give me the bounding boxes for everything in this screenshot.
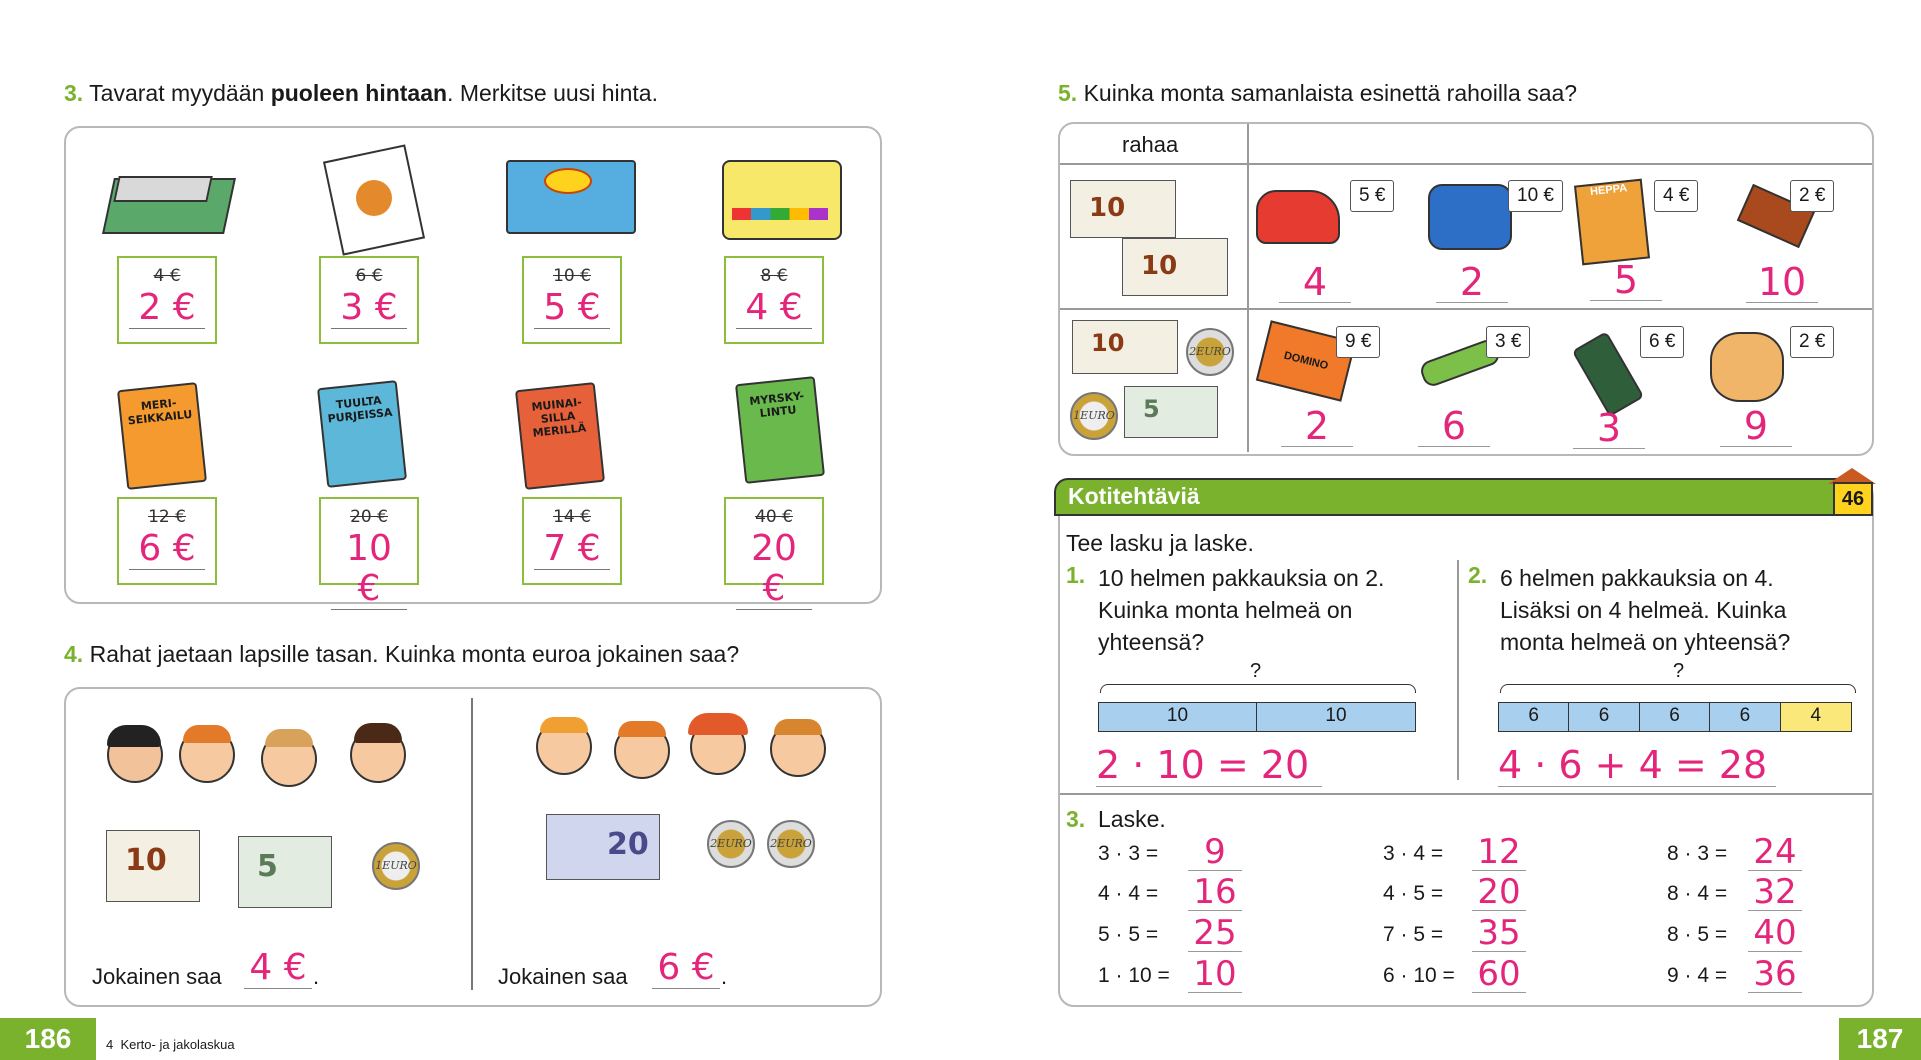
toy-dog-image (1710, 332, 1784, 402)
ex5-header-divider (1060, 163, 1872, 165)
box-image (506, 156, 636, 238)
child-face (690, 719, 746, 775)
price-box: 10 € 5 € (522, 256, 622, 344)
bar-segment: 10 (1099, 703, 1257, 731)
ex4-number: 4. (64, 641, 84, 667)
child-face (261, 731, 317, 787)
new-price[interactable]: 10 € (331, 529, 407, 610)
period: . (313, 964, 320, 989)
price-tag: 4 € (1654, 180, 1698, 212)
task1-brace (1100, 684, 1416, 693)
multiplication-answer[interactable]: 36 (1748, 956, 1802, 993)
multiplication-expression: 3 · 3 = (1098, 842, 1159, 865)
multiplication-expression: 6 · 10 = (1383, 964, 1455, 987)
notebook-image (322, 144, 422, 244)
task1-answer[interactable]: 2 · 10 = 20 (1096, 744, 1322, 787)
new-price[interactable]: 4 € (736, 288, 812, 329)
task2-number: 2. (1468, 562, 1488, 588)
child-face (107, 727, 163, 783)
child-face (179, 727, 235, 783)
ex5-answer[interactable]: 2 (1281, 406, 1353, 447)
ex5-answer[interactable]: 5 (1590, 260, 1662, 301)
house-icon (1828, 468, 1876, 516)
ex3-number: 3. (64, 80, 84, 106)
ex5-answer[interactable]: 4 (1279, 262, 1351, 303)
magazine-image: HEPPA (1574, 179, 1650, 266)
multiplication-expression: 1 · 10 = (1098, 964, 1170, 987)
multiplication-answer[interactable]: 9 (1188, 834, 1242, 871)
page-number-left: 186 (0, 1018, 96, 1060)
task1-number: 1. (1066, 562, 1086, 588)
ex4-left-answer[interactable]: 4 € (244, 948, 312, 989)
ex4-divider (471, 698, 473, 990)
task2-question-mark: ? (1673, 660, 1685, 682)
multiplication-answer[interactable]: 60 (1472, 956, 1526, 993)
multiplication-expression: 7 · 5 = (1383, 923, 1444, 946)
multiplication-answer[interactable]: 35 (1472, 915, 1526, 952)
multiplication-answer[interactable]: 16 (1188, 874, 1242, 911)
homework-number-badge: 46 (1833, 482, 1873, 516)
ex5-answer[interactable]: 10 (1746, 262, 1818, 303)
multiplication-expression: 4 · 4 = (1098, 882, 1159, 905)
price-box: 4 € 2 € (117, 256, 217, 344)
bag-image (1428, 184, 1512, 250)
child-face (770, 721, 826, 777)
price-tag: 9 € (1336, 326, 1380, 358)
banknote-20: 20 (546, 814, 660, 880)
ex5-title: 5. Kuinka monta samanlaista esinettä rahoilla saa? (1058, 80, 1578, 106)
multiplication-answer[interactable]: 25 (1188, 915, 1242, 952)
book-tuulta-purjeissa: TUULTA PURJEISSA (317, 380, 407, 488)
price-tag: 5 € (1350, 180, 1394, 212)
banknote-10: 10 (1072, 320, 1178, 374)
period: . (721, 964, 728, 989)
ex4-title: 4. Rahat jaetaan lapsille tasan. Kuinka monta euroa jokainen saa? (64, 641, 740, 667)
coin-1-euro: 1EURO (372, 842, 420, 890)
new-price[interactable]: 7 € (534, 529, 610, 570)
bar-segment-extra: 4 (1781, 703, 1851, 731)
homework-intro: Tee lasku ja laske. (1066, 530, 1254, 556)
price-box: 14 € 7 € (522, 497, 622, 585)
banknote-5: 5 (238, 836, 332, 908)
multiplication-expression: 9 · 4 = (1667, 964, 1728, 987)
tasks-divider (1457, 560, 1459, 780)
task2-brace (1500, 684, 1856, 693)
multiplication-expression: 4 · 5 = (1383, 882, 1444, 905)
price-box: 8 € 4 € (724, 256, 824, 344)
domino-game-image: DOMINO (1256, 320, 1356, 401)
new-price[interactable]: 3 € (331, 288, 407, 329)
book-myrskylintu: MYRSKY- LINTU (735, 376, 825, 484)
ex3-title: 3. Tavarat myydään puoleen hintaan. Merkitse uusi hinta. (64, 80, 658, 106)
price-box: 12 € 6 € (117, 497, 217, 585)
new-price[interactable]: 20 € (736, 529, 812, 610)
multiplication-expression: 8 · 5 = (1667, 923, 1728, 946)
coin-2-euro: 2EURO (707, 820, 755, 868)
banknote-10: 10 (1070, 180, 1176, 238)
banknote-10: 10 (1122, 238, 1228, 296)
toy-car-image (1256, 190, 1340, 244)
ex5-answer[interactable]: 9 (1720, 406, 1792, 447)
bar-segment: 6 (1640, 703, 1710, 731)
multiplication-answer[interactable]: 12 (1472, 834, 1526, 871)
ex5-col-divider (1247, 124, 1249, 452)
task2-answer[interactable]: 4 · 6 + 4 = 28 (1498, 744, 1776, 787)
ex4-left-answer-label: Jokainen saa (92, 964, 222, 989)
ex5-answer[interactable]: 2 (1436, 262, 1508, 303)
ex5-answer[interactable]: 6 (1418, 406, 1490, 447)
chapter-label: 4 Kerto- ja jakolaskua (106, 1037, 235, 1052)
ex5-answer[interactable]: 3 (1573, 408, 1645, 449)
price-tag: 2 € (1790, 180, 1834, 212)
multiplication-expression: 8 · 3 = (1667, 842, 1728, 865)
matchbox-image (108, 168, 228, 234)
price-tag: 3 € (1486, 326, 1530, 358)
banknote-5: 5 (1124, 386, 1218, 438)
book-muinaisilla-merilla: MUINAI- SILLA MERILLÄ (515, 382, 605, 490)
multiplication-answer[interactable]: 24 (1748, 834, 1802, 871)
child-face (536, 719, 592, 775)
pencil-case-image (722, 156, 842, 240)
price-tag: 6 € (1640, 326, 1684, 358)
ex4-right-answer-label: Jokainen saa (498, 964, 628, 989)
multiplication-expression: 8 · 4 = (1667, 882, 1728, 905)
bar-segment: 6 (1569, 703, 1639, 731)
multiplication-expression: 3 · 4 = (1383, 842, 1444, 865)
coin-1-euro: 1EURO (1070, 392, 1118, 440)
child-face (350, 727, 406, 783)
book-meriseikkailu: MERI- SEIKKAILU (117, 382, 207, 490)
task1-bar (1098, 702, 1416, 732)
bar-segment: 10 (1325, 705, 1347, 726)
ex5-number: 5. (1058, 80, 1078, 106)
child-face (614, 723, 670, 779)
new-price[interactable]: 2 € (129, 288, 205, 329)
multiplication-answer[interactable]: 20 (1472, 874, 1526, 911)
ex4-right-answer[interactable]: 6 € (652, 948, 720, 989)
price-tag: 10 € (1508, 180, 1563, 212)
new-price[interactable]: 6 € (129, 529, 205, 570)
price-box: 20 € 10 € (319, 497, 419, 585)
bar-segment: 6 (1710, 703, 1780, 731)
task3-number: 3. (1066, 806, 1086, 832)
task2-text: 6 helmen pakkauksia on 4. Lisäksi on 4 helmeä. Kuinka monta helmeä on yhteensä? (1500, 565, 1791, 655)
multiplication-answer[interactable]: 10 (1188, 956, 1242, 993)
price-box: 6 € 3 € (319, 256, 419, 344)
price-box: 40 € 20 € (724, 497, 824, 585)
task3-divider (1060, 793, 1872, 795)
coin-2-euro: 2EURO (1186, 328, 1234, 376)
price-tag: 2 € (1790, 326, 1834, 358)
ex5-row-divider (1060, 308, 1872, 310)
new-price[interactable]: 5 € (534, 288, 610, 329)
task2-bar (1498, 702, 1852, 732)
task3-title: Laske. (1098, 806, 1166, 832)
bar-segment: 6 (1499, 703, 1569, 731)
banknote-10: 10 (106, 830, 200, 902)
multiplication-answer[interactable]: 32 (1748, 874, 1802, 911)
coin-2-euro: 2EURO (767, 820, 815, 868)
ex5-header-money: rahaa (1122, 132, 1179, 157)
homework-title: Kotitehtäviä (1068, 483, 1200, 509)
task1-question-mark: ? (1250, 660, 1262, 682)
page-number-right: 187 (1839, 1018, 1921, 1060)
task1-text: 10 helmen pakkauksia on 2. Kuinka monta helmeä on yhteensä? (1098, 565, 1385, 655)
multiplication-expression: 5 · 5 = (1098, 923, 1159, 946)
multiplication-answer[interactable]: 40 (1748, 915, 1802, 952)
